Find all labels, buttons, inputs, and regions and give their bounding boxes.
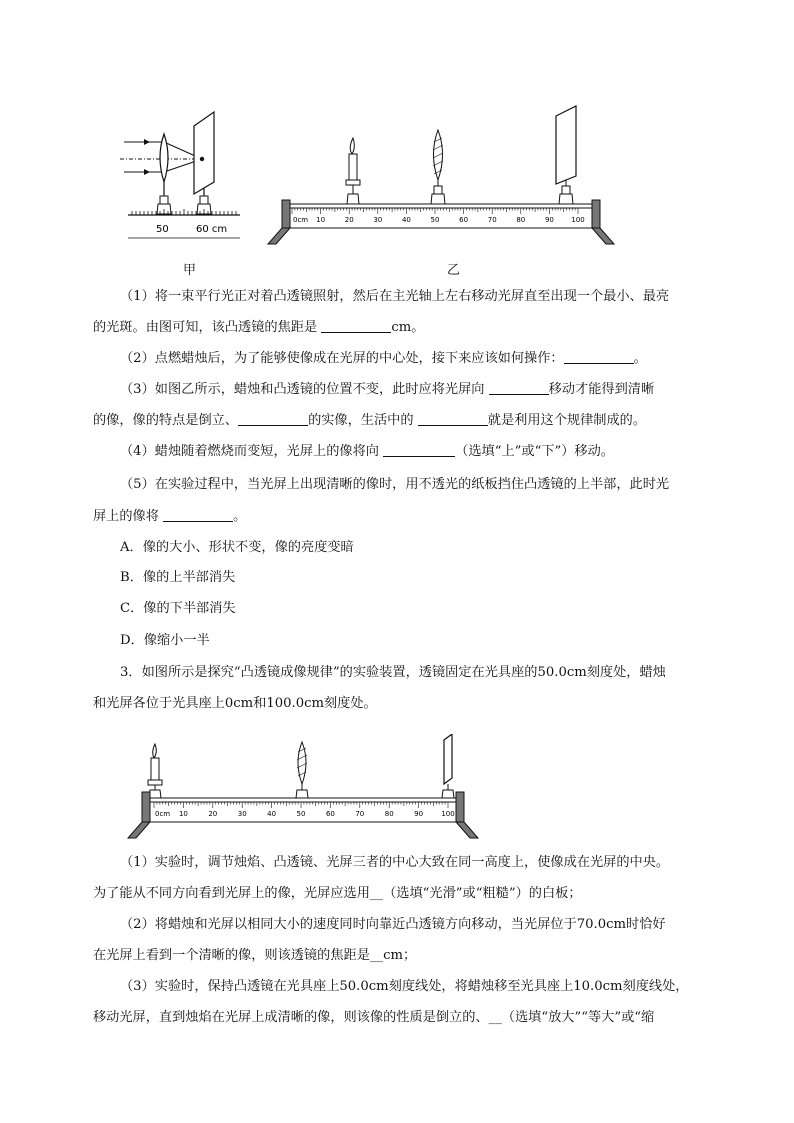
q3-p1-line2: 为了能从不同方向看到光屏上的像，光屏应选用__（选填“光滑”或“粗糙”）的白板； — [93, 886, 582, 901]
q2-p1-line2: 的光斑。由图可知，该凸透镜的焦距是 cm。 — [93, 320, 425, 335]
q3-intro-line1: 3．如图所示是探究“凸透镜成像规律”的实验装置，透镜固定在光具座的50.0cm刻度处，蜡烛 — [120, 665, 666, 680]
q2-p1-line1: （1）将一束平行光正对着凸透镜照射，然后在主光轴上左右移动光屏直至出现一个最小、最亮 — [120, 289, 670, 304]
scale-label: 80 — [384, 810, 394, 818]
scale-label: 40 — [267, 810, 277, 818]
figure-jia — [118, 108, 248, 248]
caption-yi: 乙 — [447, 263, 461, 278]
figure-q3 — [122, 734, 490, 844]
answer-blank[interactable] — [238, 411, 308, 426]
lens-icon — [296, 742, 308, 798]
q3-p2-line1: （2）将蜡烛和光屏以相同大小的速度同时向靠近凸透镜方向移动，当光屏位于70.0cm时恰好 — [120, 917, 666, 932]
q2-p5-line2: 屏上的像将 。 — [93, 509, 247, 524]
scale-label: 10 — [316, 216, 326, 224]
answer-blank[interactable] — [163, 507, 233, 522]
option-b[interactable]: B．像的上半部消失 — [120, 570, 236, 585]
scale-label: 50 — [430, 216, 440, 224]
screen-icon — [442, 734, 454, 798]
q2-p5-line1: （5）在实验过程中，当光屏上出现清晰的像时，用不透光的纸板挡住凸透镜的上半部，此时光 — [120, 477, 670, 492]
scale-label: 10 — [178, 810, 188, 818]
q2-p3-line1: （3）如图乙所示，蜡烛和凸透镜的位置不变，此时应将光屏向 移动才能得到清晰 — [120, 382, 655, 397]
scale-label: 70 — [487, 216, 497, 224]
lens-icon — [431, 130, 445, 204]
scale-label: 100 — [571, 216, 585, 224]
option-c[interactable]: C．像的下半部消失 — [120, 601, 236, 616]
scale-label: 90 — [414, 810, 424, 818]
optical-bench-yi — [262, 98, 622, 258]
answer-blank[interactable] — [489, 380, 549, 395]
caption-jia: 甲 — [183, 263, 197, 278]
q3-p3-line1: （3）实验时，保持凸透镜在光具座上50.0cm刻度线处，将蜡烛移至光具座上10.0cm刻度线处， — [120, 979, 689, 994]
q3-intro-line2: 和光屏各位于光具座上0cm和100.0cm刻度处。 — [93, 696, 377, 711]
q3-p3-line2: 移动光屏，直到烛焰在光屏上成清晰的像，则该像的性质是倒立的、__（选填“放大”“等大”或“缩 — [93, 1010, 655, 1025]
scale-label: 0cm — [293, 216, 309, 224]
scale-label: 100 — [441, 810, 455, 818]
scale-label: 60 — [459, 216, 469, 224]
scale-label: 30 — [373, 216, 383, 224]
answer-blank[interactable] — [383, 442, 455, 457]
q2-p4: （4）蜡烛随着燃烧而变短，光屏上的像将向 （选填“上”或“下”）移动。 — [120, 444, 614, 459]
jia-tick-50: 50 — [156, 224, 169, 235]
q2-p3-line2: 的像，像的特点是倒立、 的实像，生活中的 就是利用这个规律制成的。 — [93, 413, 647, 428]
answer-blank[interactable] — [321, 318, 391, 333]
scale-label: 90 — [544, 216, 554, 224]
q3-p1-line1: （1）实验时，调节烛焰、凸透镜、光屏三者的中心大致在同一高度上，使像成在光屏的中央。 — [120, 855, 670, 870]
scale-label: 40 — [401, 216, 411, 224]
scale-label: 50 — [296, 810, 306, 818]
answer-blank[interactable] — [418, 411, 488, 426]
scale-label: 80 — [516, 216, 526, 224]
scale-label: 70 — [355, 810, 365, 818]
screen-icon — [556, 106, 576, 204]
scale-label: 20 — [344, 216, 354, 224]
candle-icon — [346, 138, 360, 204]
scale-label: 30 — [237, 810, 247, 818]
scale-label: 20 — [208, 810, 218, 818]
answer-blank[interactable] — [564, 349, 634, 364]
figure-yi — [262, 98, 622, 258]
optical-bench-q3 — [122, 734, 490, 844]
q2-p2: （2）点燃蜡烛后，为了能够使像成在光屏的中心处，接下来应该如何操作： 。 — [120, 351, 647, 366]
lens-focus-diagram — [118, 108, 248, 248]
jia-tick-60: 60 cm — [196, 224, 228, 235]
option-a[interactable]: A．像的大小、形状不变，像的亮度变暗 — [120, 540, 354, 555]
q3-p2-line2: 在光屏上看到一个清晰的像，则该透镜的焦距是__cm； — [93, 948, 417, 963]
scale-label: 0cm — [155, 810, 171, 818]
candle-icon — [148, 744, 162, 798]
scale-label: 60 — [325, 810, 335, 818]
option-d[interactable]: D．像缩小一半 — [120, 633, 210, 648]
